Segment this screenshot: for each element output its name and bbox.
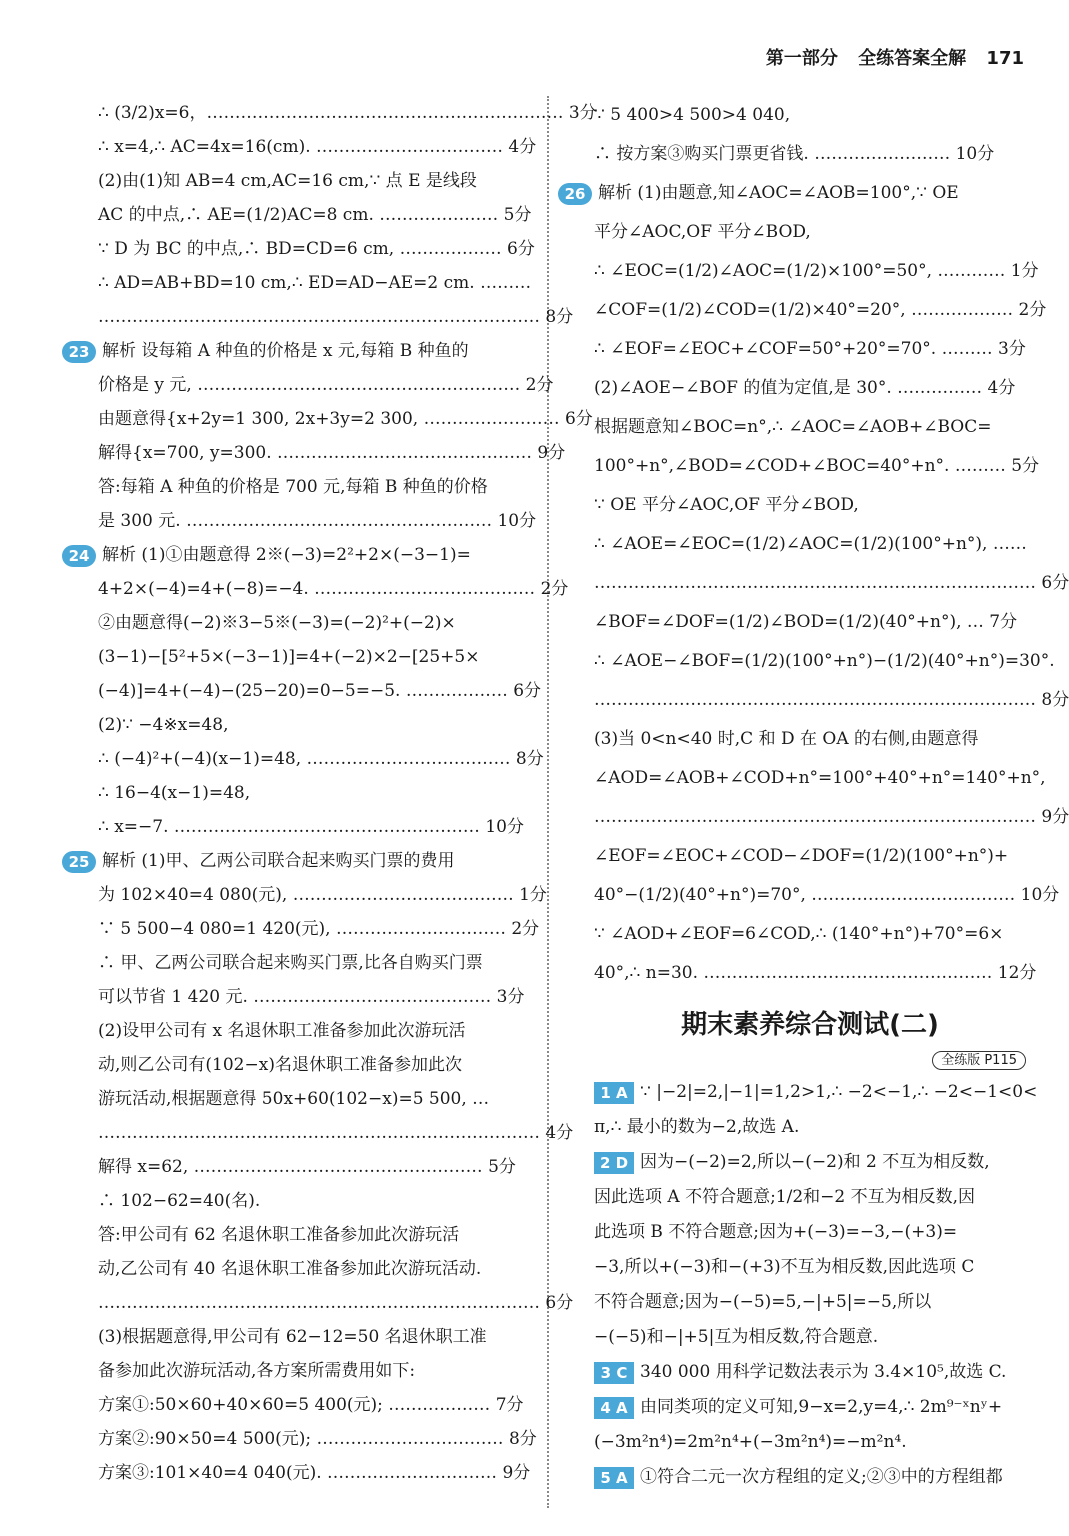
line-text: 解析 设每箱 A 种鱼的价格是 x 元,每箱 B 种鱼的 [102, 341, 469, 361]
line-text: 答:每箱 A 种鱼的价格是 700 元,每箱 B 种鱼的价格 [98, 477, 488, 497]
solution-line [594, 330, 1026, 369]
solution-line [98, 1286, 574, 1320]
solution-line [594, 135, 1026, 174]
solution-line [98, 504, 537, 538]
line-text: 方案③:101×40=4 040(元). ………………………… 9分 [98, 1463, 531, 1483]
line-text: (−3m²n⁴)=2m²n⁴+(−3m²n⁴)=−m²n⁴. [594, 1432, 907, 1452]
line-text: 40°−(1/2)(40°+n°)=70°, ……………………………… 10分 [594, 885, 1060, 905]
line-text: ∠BOF=∠DOF=(1/2)∠BOD=(1/2)(40°+n°), … 7分 [594, 612, 1018, 632]
section-tag-label: 全练版 P115 [932, 1051, 1026, 1070]
question-number-badge: 24 [62, 545, 96, 567]
line-text: 解析 (1)①由题意得 2※(−3)=2²+2×(−3−1)= [102, 545, 471, 565]
answer-badge: 2 D [594, 1152, 634, 1174]
solution-line [594, 720, 1026, 759]
line-text: ②由题意得(−2)※3−5※(−3)=(−2)²+(−2)× [98, 613, 456, 633]
solution-line [594, 1145, 1026, 1180]
solution-line [594, 213, 1026, 252]
solution-line [98, 1388, 530, 1422]
solution-line [98, 1218, 530, 1252]
line-text: …………………………………………………………………… 6分 [98, 1293, 574, 1313]
line-text: ∴ 按方案③购买门票更省钱. …………………… 10分 [594, 144, 995, 164]
line-text: 4+2×(−4)=4+(−8)=−4. ………………………………… 2分 [98, 579, 569, 599]
line-text: 340 000 用科学记数法表示为 3.4×10⁵,故选 C. [640, 1362, 1007, 1382]
line-text: 方案②:90×50=4 500(元); …………………………… 8分 [98, 1429, 537, 1449]
solution-line [98, 402, 593, 436]
solution-line [594, 1425, 1026, 1460]
solution-line [594, 876, 1060, 915]
line-text: 解析 (1)甲、乙两公司联合起来购买门票的费用 [102, 851, 455, 871]
line-text: ∴ x=4,∴ AC=4x=16(cm). …………………………… 4分 [98, 137, 537, 157]
line-text: ∵ OE 平分∠AOC,OF 平分∠BOD, [594, 495, 859, 515]
line-text: ∵ |−2|=2,|−1|=1,2>1,∴ −2<−1,∴ −2<−1<0< [640, 1082, 1038, 1102]
line-text: 由题意得{x+2y=1 300, 2x+3y=2 300, …………………… 6分 [98, 409, 593, 429]
line-text: ∠AOD=∠AOB+∠COD+n°=100°+40°+n°=140°+n°, [594, 768, 1046, 788]
line-text: (3)根据题意得,甲公司有 62−12=50 名退休职工准 [98, 1327, 487, 1347]
solution-line [594, 1250, 1026, 1285]
line-text: 由同类项的定义可知,9−x=2,y=4,∴ 2m⁹⁻ˣnʸ+ [640, 1397, 1003, 1417]
solution-line [594, 447, 1040, 486]
solution-line [98, 742, 544, 776]
solution-line [594, 96, 1026, 135]
line-text: π,∴ 最小的数为−2,故选 A. [594, 1117, 800, 1137]
solution-line [594, 408, 1026, 447]
solution-line [98, 776, 530, 810]
line-text: ∴ (3/2)x=6，……………………………………………………… 3分 [98, 103, 597, 123]
line-text: ∴ ∠EOC=(1/2)∠AOC=(1/2)×100°=50°, ………… 1分 [594, 261, 1039, 281]
solution-line [98, 572, 569, 606]
line-text: ∵ 5 500−4 080=1 420(元), ………………………… 2分 [98, 919, 540, 939]
line-text: 解析 (1)由题意,知∠AOC=∠AOB=100°,∵ OE [598, 183, 959, 203]
line-text: ∴ (−4)²+(−4)(x−1)=48, ……………………………… 8分 [98, 749, 544, 769]
solution-line [594, 486, 1026, 525]
line-text: −3,所以+(−3)和−(+3)不互为相反数,因此选项 C [594, 1257, 975, 1277]
solution-line [594, 603, 1026, 642]
line-text: ∵ 5 400>4 500>4 040, [594, 105, 791, 125]
line-text: ∵ D 为 BC 的中点,∴ BD=CD=6 cm, ……………… 6分 [98, 239, 535, 259]
answers-list [594, 1075, 1038, 1495]
solution-line [68, 334, 530, 368]
solution-line [98, 1082, 530, 1116]
solution-line [564, 174, 1026, 213]
solution-line [98, 130, 537, 164]
header-part: 第一部分 [765, 48, 838, 69]
line-text: (3)当 0<n<40 时,C 和 D 在 OA 的右侧,由题意得 [594, 729, 979, 749]
solution-line [98, 300, 574, 334]
solution-line [98, 606, 530, 640]
header-section: 全练答案全解 [858, 48, 967, 69]
line-text: 平分∠AOC,OF 平分∠BOD, [594, 222, 811, 242]
line-text: 为 102×40=4 080(元), ………………………………… 1分 [98, 885, 547, 905]
solution-line [594, 1075, 1038, 1110]
line-text: 根据题意知∠BOC=n°,∴ ∠AOC=∠AOB+∠BOC= [594, 417, 992, 437]
line-text: 可以节省 1 420 元. …………………………………… 3分 [98, 987, 525, 1007]
line-text: ∠EOF=∠EOC+∠COD−∠DOF=(1/2)(100°+n°)+ [594, 846, 1009, 866]
line-text: ∴ AD=AB+BD=10 cm,∴ ED=AD−AE=2 cm. ……… [98, 273, 532, 293]
solution-line [98, 878, 547, 912]
line-text: ∴ 102−62=40(名). [98, 1191, 261, 1211]
line-text: …………………………………………………………………… 4分 [98, 1123, 574, 1143]
solution-line [98, 1422, 537, 1456]
line-text: 是 300 元. ……………………………………………… 10分 [98, 511, 537, 531]
line-text: 动,则乙公司有(102−x)名退休职工准备参加此次 [98, 1055, 462, 1075]
page-header [752, 44, 1024, 70]
solution-line [98, 1116, 574, 1150]
solution-line [98, 810, 530, 844]
solution-line [594, 1110, 1026, 1145]
solution-line [98, 1048, 530, 1082]
line-text: AC 的中点,∴ AE=(1/2)AC=8 cm. ………………… 5分 [98, 205, 532, 225]
line-text: ∴ x=−7. ……………………………………………… 10分 [98, 817, 524, 837]
line-text: 解得 x=62, …………………………………………… 5分 [98, 1157, 516, 1177]
line-text: 解得{x=700, y=300. ……………………………………… 9分 [98, 443, 566, 463]
line-text: 因为−(−2)=2,所以−(−2)和 2 不互为相反数, [640, 1152, 990, 1172]
line-text: …………………………………………………………………… 9分 [594, 807, 1069, 827]
line-text: (2)由(1)知 AB=4 cm,AC=16 cm,∵ 点 E 是线段 [98, 171, 477, 191]
line-text: (3−1)−[5²+5×(−3−1)]=4+(−2)×2−[25+5× [98, 647, 480, 667]
solution-line [594, 915, 1026, 954]
solution-line [594, 759, 1046, 798]
solution-line [98, 1184, 530, 1218]
line-text: ∴ 甲、乙两公司联合起来购买门票,比各自购买门票 [98, 953, 483, 973]
line-text: (2)设甲公司有 x 名退休职工准备参加此次游玩活 [98, 1021, 466, 1041]
line-text: 40°,∴ n=30. …………………………………………… 12分 [594, 963, 1037, 983]
solution-line [98, 946, 530, 980]
line-text: 答:甲公司有 62 名退休职工准备参加此次游玩活 [98, 1225, 460, 1245]
solution-line [68, 538, 530, 572]
solution-line [594, 525, 1026, 564]
solution-line [594, 1215, 1026, 1250]
solution-line [98, 674, 542, 708]
solution-line [594, 1285, 1026, 1320]
solution-line [594, 681, 1069, 720]
solution-line [594, 252, 1039, 291]
solution-line [594, 369, 1026, 408]
question-number-badge: 23 [62, 341, 96, 363]
solution-line [98, 1150, 530, 1184]
solution-line [98, 640, 530, 674]
line-text: (2)∠AOE−∠BOF 的值为定值,是 30°. …………… 4分 [594, 378, 1016, 398]
solution-line [594, 1180, 1026, 1215]
solution-line [594, 954, 1037, 993]
left-column [68, 96, 597, 1490]
question-number-badge: 26 [558, 183, 592, 205]
line-text: 不符合题意;因为−(−5)=5,−|+5|=−5,所以 [594, 1292, 932, 1312]
right-column [564, 96, 1069, 1495]
solution-line [594, 837, 1026, 876]
section-tag [594, 1049, 1026, 1075]
line-text: −(−5)和−|+5|互为相反数,符合题意. [594, 1327, 879, 1347]
line-text: …………………………………………………………………… 6分 [594, 573, 1069, 593]
line-text: ∴ ∠AOE=∠EOC=(1/2)∠AOC=(1/2)(100°+n°), …… [594, 534, 1027, 554]
solution-line [594, 1355, 1026, 1390]
solution-line [594, 642, 1055, 681]
page-number: 171 [986, 48, 1024, 69]
solution-line [98, 708, 530, 742]
solution-line [98, 1252, 530, 1286]
solution-line [98, 1320, 530, 1354]
solution-line [594, 1320, 1026, 1355]
line-text: 备参加此次游玩活动,各方案所需费用如下: [98, 1361, 416, 1381]
solution-line [98, 368, 554, 402]
line-text: …………………………………………………………………… 8分 [594, 690, 1069, 710]
solution-line [98, 980, 530, 1014]
solution-line [594, 1460, 1026, 1495]
solution-line [594, 798, 1069, 837]
solution-line [594, 291, 1047, 330]
answer-badge: 5 A [594, 1467, 634, 1489]
line-text: 方案①:50×60+40×60=5 400(元); ……………… 7分 [98, 1395, 524, 1415]
line-text: ①符合二元一次方程组的定义;②③中的方程组都 [640, 1467, 1003, 1487]
solution-line [594, 1390, 1026, 1425]
solution-line [98, 912, 540, 946]
question-number-badge: 25 [62, 851, 96, 873]
line-text: 游玩活动,根据题意得 50x+60(102−x)=5 500, … [98, 1089, 490, 1109]
solution-line [68, 844, 530, 878]
line-text: (−4)]=4+(−4)−(25−20)=0−5=−5. ……………… 6分 [98, 681, 542, 701]
line-text: 100°+n°,∠BOD=∠COD+∠BOC=40°+n°. ……… 5分 [594, 456, 1040, 476]
solution-line [98, 164, 530, 198]
section-title: 期末素养综合测试(二) [681, 1010, 939, 1040]
solution-line [98, 266, 530, 300]
line-text: 因此选项 A 不符合题意;1/2和−2 不互为相反数,因 [594, 1187, 976, 1207]
solution-line [98, 232, 535, 266]
line-text: 动,乙公司有 40 名退休职工准备参加此次游玩活动. [98, 1259, 482, 1279]
answer-badge: 1 A [594, 1082, 634, 1104]
solution-line [594, 564, 1069, 603]
line-text: ∴ ∠EOF=∠EOC+∠COF=50°+20°=70°. ……… 3分 [594, 339, 1026, 359]
line-text: ∵ ∠AOD+∠EOF=6∠COD,∴ (140°+n°)+70°=6× [594, 924, 1004, 944]
line-text: ∴ ∠AOE−∠BOF=(1/2)(100°+n°)−(1/2)(40°+n°)=30°. [594, 651, 1055, 671]
line-text: 此选项 B 不符合题意;因为+(−3)=−3,−(+3)= [594, 1222, 958, 1242]
line-text: ∠COF=(1/2)∠COD=(1/2)×40°=20°, ……………… 2分 [594, 300, 1047, 320]
solution-line [98, 470, 530, 504]
line-text: …………………………………………………………………… 8分 [98, 307, 574, 327]
line-text: ∴ 16−4(x−1)=48, [98, 783, 251, 803]
answer-badge: 4 A [594, 1397, 634, 1419]
solution-line [98, 436, 566, 470]
solution-line [98, 198, 530, 232]
solution-line [98, 1354, 530, 1388]
right-solutions [564, 96, 1069, 993]
line-text: 价格是 y 元, ………………………………………………… 2分 [98, 375, 554, 395]
solution-line [98, 1014, 530, 1048]
line-text: (2)∵ −4※x=48, [98, 715, 229, 735]
solution-line [98, 1456, 530, 1490]
solution-line [98, 96, 597, 130]
answer-badge: 3 C [594, 1362, 634, 1384]
